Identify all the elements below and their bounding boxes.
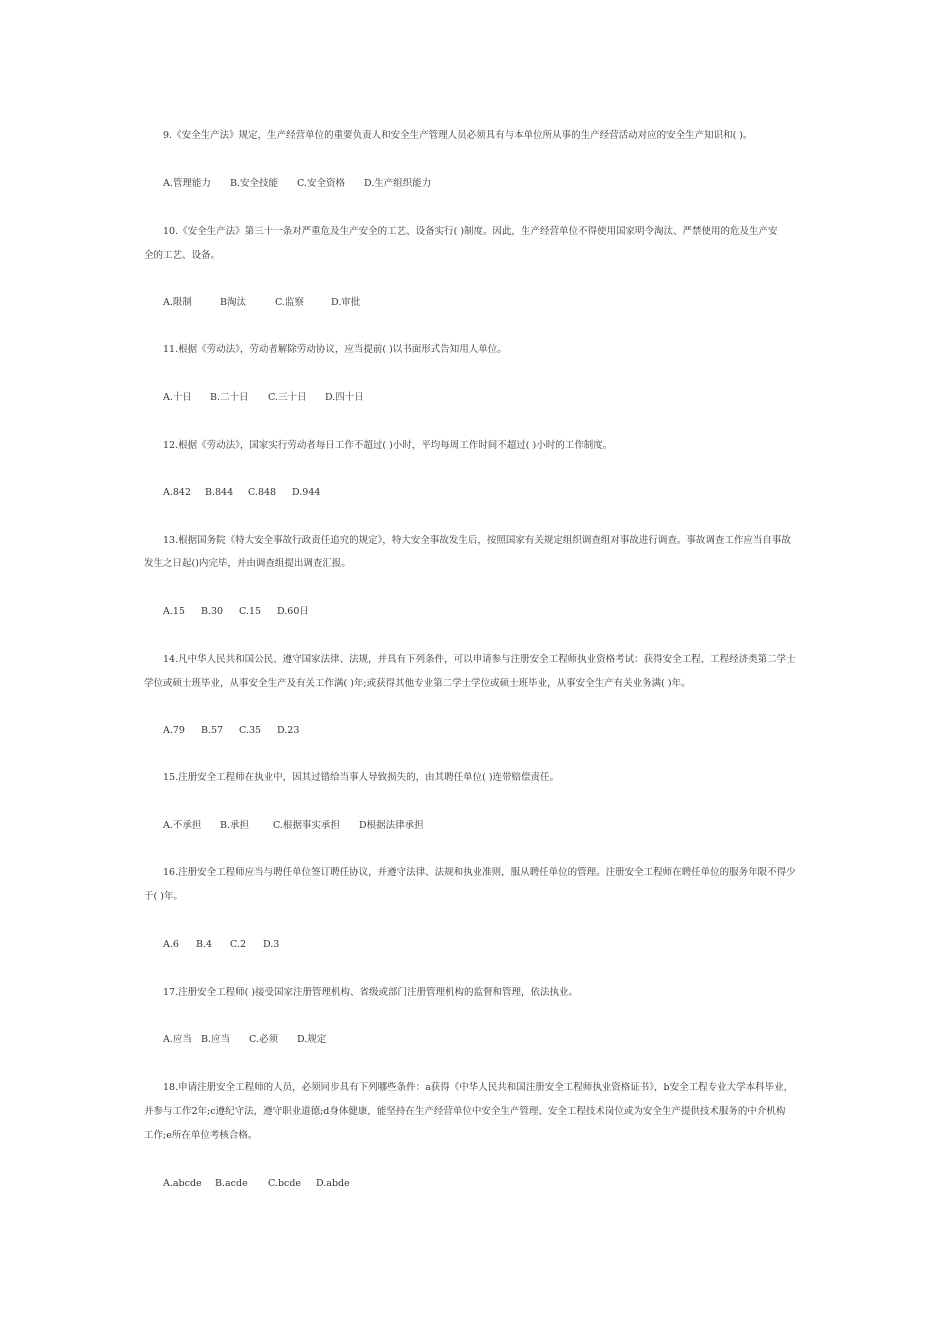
option-b: B淘汰: [220, 297, 246, 308]
option-b: B.acde: [215, 1178, 248, 1189]
question-stem: 16.注册安全工程师应当与聘任单位签订聘任协议，并遵守法律、法规和执业准则，服从聘任单位的管理。注册安全工程师在聘任单位的服务年限不得少: [163, 867, 796, 878]
option-c: C.根据事实承担: [273, 820, 340, 831]
option-b: B.30: [201, 606, 224, 617]
option-d: D.审批: [331, 297, 361, 308]
option-c: C.监察: [275, 297, 304, 308]
option-d: D.944: [292, 487, 321, 498]
option-d: D根据法律承担: [359, 820, 424, 831]
option-c: C.bcde: [268, 1178, 302, 1189]
option-a: A.842: [163, 487, 192, 498]
option-b: B.4: [196, 939, 213, 950]
option-d: D.60日: [277, 606, 309, 617]
question-stem: 14.凡中华人民共和国公民、遵守国家法律、法规，并具有下列条件，可以申请参与注册安全工程师执业资格考试：获得安全工程、工程经济类第二学士: [163, 654, 796, 665]
option-b: B.57: [201, 725, 224, 736]
option-b: B.应当: [201, 1034, 231, 1045]
question-stem: 18.申请注册安全工程师的人员，必须同步具有下列哪些条件：a获得《中华人民共和国注册安全工程师执业资格证书》，b安全工程专业大学本科毕业，: [163, 1082, 794, 1093]
question-stem-continued: 发生之日起()内完毕，并由调查组提出调查汇报。: [144, 558, 351, 569]
option-a: A.不承担: [163, 820, 202, 831]
option-c: C.2: [230, 939, 246, 950]
question-stem: 12.根据《劳动法》，国家实行劳动者每日工作不超过( )小时，平均每周工作时间不超过( )小时的工作制度。: [163, 440, 613, 451]
question-stem: 11.根据《劳动法》，劳动者解除劳动协议，应当提前( )以书面形式告知用人单位。: [163, 344, 507, 355]
option-a: A.abcde: [163, 1178, 202, 1189]
option-a: A.79: [163, 725, 185, 736]
option-d: D.四十日: [325, 392, 364, 403]
option-c: C.安全资格: [297, 178, 345, 189]
option-c: C.35: [239, 725, 262, 736]
option-a: A.6: [163, 939, 179, 950]
question-stem: 9.《安全生产法》规定，生产经营单位的重要负责人和安全生产管理人员必须具有与本单位所从事的生产经营活动对应的安全生产知识和( )。: [163, 130, 753, 141]
option-b: B.844: [205, 487, 234, 498]
question-stem: 13.根据国务院《特大安全事故行政责任追究的规定》，特大安全事故发生后，按照国家有关规定组织调查组对事故进行调查。事故调查工作应当自事故: [163, 535, 791, 546]
option-a: A.管理能力: [163, 178, 211, 189]
option-d: D.3: [263, 939, 280, 950]
question-stem-continued: 并参与工作2年;c遵纪守法，遵守职业道德;d身体健康，能坚持在生产经营单位中安全生产管理、安全工程技术岗位或为安全生产提供技术服务的中介机构: [144, 1106, 786, 1117]
option-b: B.承担: [220, 820, 250, 831]
question-stem: 10.《安全生产法》第三十一条对严重危及生产安全的工艺、设备实行( )制度。因此，生产经营单位不得使用国家明令淘汰、严禁使用的危及生产安: [163, 226, 778, 237]
question-stem-continued: 全的工艺、设备。: [144, 250, 221, 261]
option-d: D.生产组织能力: [364, 178, 432, 189]
option-d: D.23: [277, 725, 300, 736]
question-stem-continued: 学位或硕士班毕业，从事安全生产及有关工作满( )年;或获得其他专业第二学士学位或硕士班毕业，从事安全生产有关业务满( )年。: [144, 678, 691, 689]
option-d: D.abde: [316, 1178, 350, 1189]
option-a: A.15: [163, 606, 185, 617]
option-a: A.十日: [163, 392, 192, 403]
option-c: C.必须: [249, 1034, 278, 1045]
option-c: C.三十日: [268, 392, 307, 403]
question-stem-continued: 于( )年。: [144, 891, 183, 902]
option-c: C.848: [248, 487, 277, 498]
option-c: C.15: [239, 606, 262, 617]
option-a: A.应当: [163, 1034, 192, 1045]
question-stem: 17.注册安全工程师( )接受国家注册管理机构、省级或部门注册管理机构的监督和管理，依法执业。: [163, 987, 579, 998]
option-d: D.规定: [297, 1034, 327, 1045]
question-stem: 15.注册安全工程师在执业中，因其过错给当事人导致损失的，由其聘任单位( )连带赔偿责任。: [163, 772, 560, 783]
option-b: B.安全技能: [230, 178, 279, 189]
option-a: A.限制: [163, 297, 192, 308]
question-stem-continued: 工作;e所在单位考核合格。: [144, 1130, 258, 1141]
option-b: B.二十日: [210, 392, 249, 403]
